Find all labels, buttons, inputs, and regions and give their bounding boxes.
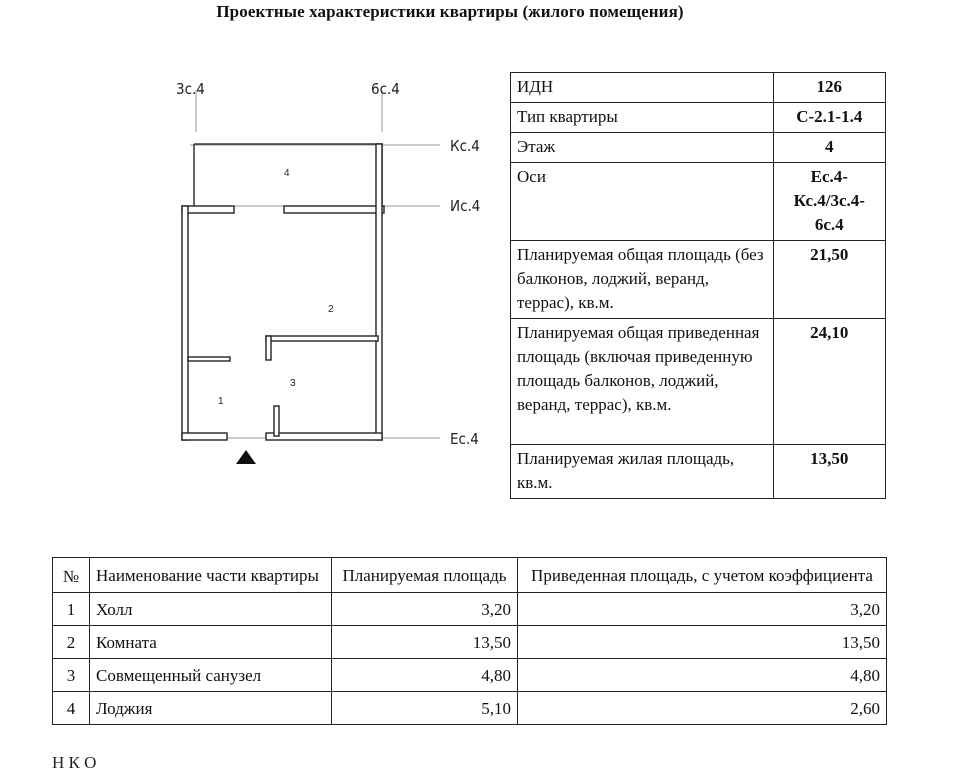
info-row	[511, 163, 886, 241]
table-row	[53, 692, 887, 725]
row-name: Лоджия	[90, 692, 332, 725]
row-reduced-area: 4,80	[518, 659, 887, 692]
column-header-number: №	[53, 558, 90, 593]
info-row	[511, 445, 886, 499]
row-name: Холл	[90, 593, 332, 626]
info-value: 21,50	[773, 241, 885, 319]
axis-label-kc4: Кс.4	[450, 137, 480, 155]
room-number-2: 2	[328, 304, 334, 315]
info-row	[511, 241, 886, 319]
row-number: 3	[53, 659, 90, 692]
info-label: ИДН	[511, 73, 774, 103]
axis-label-6c4: 6с.4	[371, 80, 400, 98]
table-row	[53, 659, 887, 692]
row-number: 1	[53, 593, 90, 626]
axis-label-3c4: 3с.4	[176, 80, 205, 98]
info-label: Оси	[511, 163, 774, 241]
room-number-1: 1	[218, 396, 224, 407]
footer-cutoff-text: Н К О	[52, 757, 97, 769]
apartment-parts-table	[52, 557, 887, 725]
entrance-arrow-icon	[236, 450, 256, 464]
info-value: С-2.1-1.4	[773, 103, 885, 133]
column-header-name: Наименование части квартиры	[90, 558, 332, 593]
table-row	[53, 593, 887, 626]
info-label: Планируемая общая приведенная площадь (включая приведенную площадь балконов, лоджий, веранд, террас), кв.м.	[511, 319, 774, 445]
row-number: 4	[53, 692, 90, 725]
row-area: 3,20	[332, 593, 518, 626]
row-reduced-area: 3,20	[518, 593, 887, 626]
info-value: 4	[773, 133, 885, 163]
room-number-4: 4	[284, 168, 290, 179]
info-row	[511, 133, 886, 163]
table-header-row	[53, 558, 887, 593]
info-row	[511, 319, 886, 445]
info-label: Планируемая общая площадь (без балконов, лоджий, веранд, террас), кв.м.	[511, 241, 774, 319]
info-row	[511, 73, 886, 103]
row-reduced-area: 2,60	[518, 692, 887, 725]
row-area: 13,50	[332, 626, 518, 659]
row-name: Комната	[90, 626, 332, 659]
column-header-area: Планируемая площадь	[332, 558, 518, 593]
info-value: Ес.4-Кс.4/3с.4-6с.4	[773, 163, 885, 241]
row-area: 5,10	[332, 692, 518, 725]
apartment-info-table	[510, 72, 886, 499]
room-number-3: 3	[290, 378, 296, 389]
axis-label-ic4: Ис.4	[450, 197, 481, 215]
info-value: 126	[773, 73, 885, 103]
info-value: 13,50	[773, 445, 885, 499]
row-reduced-area: 13,50	[518, 626, 887, 659]
info-label: Этаж	[511, 133, 774, 163]
column-header-reduced-area: Приведенная площадь, с учетом коэффициента	[518, 558, 887, 593]
page-title: Проектные характеристики квартиры (жилого помещения)	[216, 2, 684, 21]
info-row	[511, 103, 886, 133]
floor-plan	[150, 70, 510, 490]
info-label: Планируемая жилая площадь, кв.м.	[511, 445, 774, 499]
row-name: Совмещенный санузел	[90, 659, 332, 692]
info-label: Тип квартиры	[511, 103, 774, 133]
axis-label-ec4: Ес.4	[450, 430, 479, 448]
table-row	[53, 626, 887, 659]
row-number: 2	[53, 626, 90, 659]
row-area: 4,80	[332, 659, 518, 692]
info-value: 24,10	[773, 319, 885, 445]
